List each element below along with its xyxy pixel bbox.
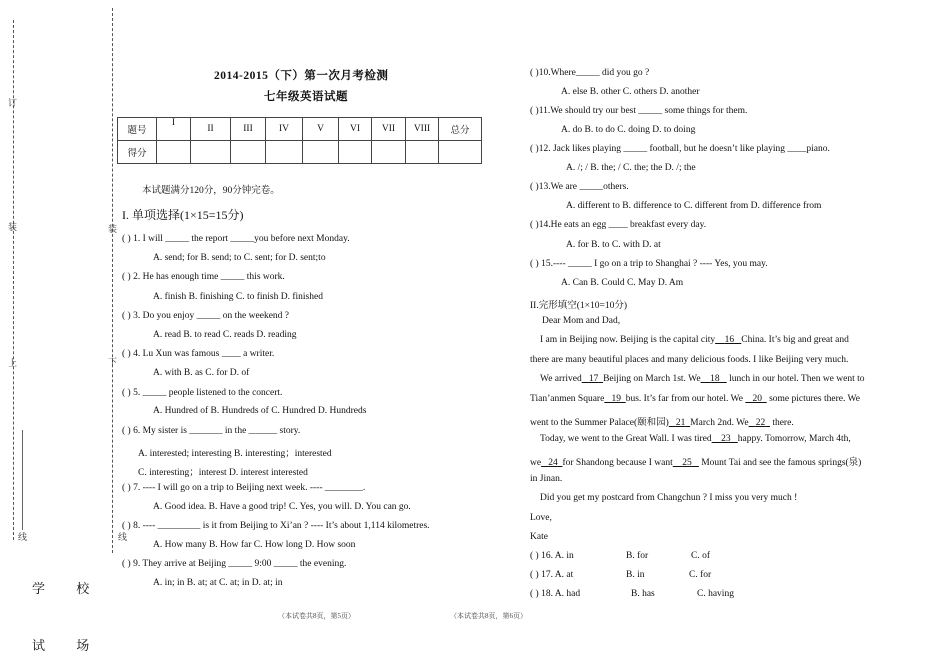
inner-char-xian: 线 xyxy=(118,532,128,542)
page-subtitle: 七年级英语试题 xyxy=(264,91,348,103)
question-stem: ( ) 5. _____ people listened to the concert. xyxy=(122,388,283,398)
choice-c: C. of xyxy=(691,551,710,561)
question-stem: ( )13.We are _____others. xyxy=(530,182,629,192)
blank-25[interactable]: 25 xyxy=(682,458,692,468)
cloze-text: bus. It’s far from our hotel. We xyxy=(625,394,743,404)
choice-row xyxy=(530,570,573,580)
question-options: A. else B. other C. others D. another xyxy=(561,87,700,97)
section-1-heading: I. 单项选择(1×15=15分) xyxy=(122,208,244,222)
score-header-cell: II xyxy=(191,118,231,141)
score-table xyxy=(117,117,482,164)
question-stem: ( )10.Where_____ did you go ? xyxy=(530,68,650,78)
cloze-text: lunch in our hotel. Then we went to xyxy=(729,374,865,384)
question-stem: ( ) 15.---- _____ I go on a trip to Shanghai ? ---- Yes, you may. xyxy=(530,259,768,269)
page-footer-right: （本试卷共8页，第6页） xyxy=(450,612,527,620)
score-cell[interactable] xyxy=(157,141,191,164)
question-options: A. in; in B. at; at C. at; in D. at; in xyxy=(153,578,283,588)
cloze-text: March 2nd. We xyxy=(690,418,749,428)
question-stem: ( )12. Jack likes playing _____ football, but he doesn’t like playing ____piano. xyxy=(530,144,830,154)
score-header-cell: I xyxy=(157,118,191,141)
inner-char-xia: 下 xyxy=(108,357,118,367)
cloze-line-4 xyxy=(530,394,860,404)
score-cell[interactable] xyxy=(439,141,482,164)
choice-a: ( ) 17. A. at xyxy=(530,570,574,580)
score-cell[interactable] xyxy=(339,141,372,164)
question-options: A. different to B. difference to C. different from D. difference from xyxy=(566,201,822,211)
choice-c: C. having xyxy=(697,589,734,599)
page-title: 2014-2015（下）第一次月考检测 xyxy=(214,70,389,82)
binding-line-inner xyxy=(112,8,113,553)
blank-23[interactable]: 23 xyxy=(721,434,731,444)
letter-signature: Kate xyxy=(530,532,548,542)
cloze-text: I am in Beijing now. Beijing is the capital city xyxy=(540,335,716,345)
cloze-line-6 xyxy=(540,434,851,444)
question-options: A. do B. to do C. doing D. to doing xyxy=(561,125,696,135)
exam-note: 本试题满分120分，90分钟完卷。 xyxy=(142,186,280,196)
question-stem: ( ) 9. They arrive at Beijing _____ 9:00 _____ the evening. xyxy=(122,559,347,569)
question-options: C. interesting；interest D. interest interested xyxy=(138,468,308,478)
blank-19[interactable]: 19 xyxy=(611,394,621,404)
blank-20[interactable]: 20 xyxy=(752,394,762,404)
cloze-text: Mount Tai and see the famous springs(泉) xyxy=(701,458,862,468)
question-options: A. /; / B. the; / C. the; the D. /; the xyxy=(566,163,696,173)
blank-24[interactable]: 24 xyxy=(548,458,558,468)
cloze-text: Tian’anmen Square xyxy=(530,394,605,404)
choice-c: C. for xyxy=(689,570,712,580)
cloze-text: some pictures there. We xyxy=(769,394,860,404)
blank-22[interactable]: 22 xyxy=(755,418,766,428)
question-options: A. interested; interesting B. interesting；interested xyxy=(138,449,332,459)
school-label: 学 校 xyxy=(32,581,104,596)
cloze-line-7 xyxy=(530,454,861,468)
question-stem: ( ) 7. ---- I will go on a trip to Beijing next week. ---- ________. xyxy=(122,483,366,493)
choice-a: ( ) 18. A. had xyxy=(530,589,581,599)
cloze-text: China. It’s big and great and xyxy=(741,335,849,345)
question-stem: ( ) 4. Lu Xun was famous ____ a writer. xyxy=(122,349,275,359)
score-cell[interactable] xyxy=(266,141,303,164)
question-stem: ( )11.We should try our best _____ some things for them. xyxy=(530,106,748,116)
blank-21[interactable]: 21 xyxy=(675,418,686,428)
choice-b: B. in xyxy=(626,570,645,580)
cloze-line-9: Did you get my postcard from Changchun ? I miss you very much ! xyxy=(540,493,798,503)
binding-char-zhuang: 装 xyxy=(8,222,18,232)
score-header-cell: VIII xyxy=(406,118,439,141)
inner-char-zhuang: 装 xyxy=(108,224,118,234)
choice-b: B. for xyxy=(626,551,649,561)
cloze-text: Beijing on March 1st. We xyxy=(603,374,701,384)
question-options: A. finish B. finishing C. to finish D. finished xyxy=(153,292,323,302)
question-options: A. Hundred of B. Hundreds of C. Hundred D. Hundreds xyxy=(153,406,367,416)
score-header-cell: V xyxy=(303,118,339,141)
cloze-line-3 xyxy=(540,374,865,384)
page-footer-left: （本试卷共8页，第5页） xyxy=(278,612,355,620)
score-header-cell: VII xyxy=(372,118,406,141)
question-stem: ( ) 2. He has enough time _____ this work. xyxy=(122,272,285,282)
blank-16[interactable]: 16 xyxy=(724,335,735,345)
question-options: A. How many B. How far C. How long D. How soon xyxy=(153,540,356,550)
cloze-line-2: there are many beautiful places and many delicious foods. I like Beijing very much. xyxy=(530,355,849,365)
score-cell[interactable] xyxy=(372,141,406,164)
exam-room-label: 试 场 xyxy=(32,638,104,653)
question-stem: ( ) 8. ---- _________ is it from Beijing to Xi’an ? ---- It’s about 1,114 kilometres. xyxy=(122,521,430,531)
question-options: A. Good idea. B. Have a good trip! C. Yes, you will. D. You can go. xyxy=(153,502,411,512)
score-header-cell: VI xyxy=(339,118,372,141)
score-header-cell: 题号 xyxy=(118,118,157,141)
question-options: A. for B. to C. with D. at xyxy=(566,240,661,250)
score-header-cell: IV xyxy=(266,118,303,141)
question-stem: ( ) 6. My sister is _______ in the ______ story. xyxy=(122,426,301,436)
letter-closing: Love, xyxy=(530,513,552,523)
question-stem: ( )14.He eats an egg ____ breakfast every day. xyxy=(530,220,707,230)
question-stem: ( ) 3. Do you enjoy _____ on the weekend ? xyxy=(122,311,290,321)
binding-char-shang: 上 xyxy=(8,358,18,368)
score-cell[interactable] xyxy=(191,141,231,164)
cloze-line-8: in Jinan. xyxy=(530,474,563,484)
cloze-line-1 xyxy=(540,335,849,345)
choice-row xyxy=(530,551,574,561)
choice-row xyxy=(530,589,580,599)
score-cell[interactable] xyxy=(231,141,266,164)
question-options: A. read B. to read C. reads D. reading xyxy=(153,330,297,340)
choice-b: B. has xyxy=(631,589,655,599)
question-options: A. with B. as C. for D. of xyxy=(153,368,250,378)
cloze-text: went to the Summer Palace(颐和园) xyxy=(530,418,669,428)
cloze-line-5 xyxy=(530,414,794,428)
cloze-text: We arrived xyxy=(540,374,582,384)
choice-a: ( ) 16. A. in xyxy=(530,551,574,561)
question-options: A. send; for B. send; to C. sent; for D. sent;to xyxy=(153,253,326,263)
blank-17[interactable]: 17 xyxy=(588,374,599,384)
cloze-text: we xyxy=(530,458,542,468)
score-header-cell: 总分 xyxy=(439,118,482,141)
cloze-text: for Shandong because I want xyxy=(562,458,673,468)
binding-char-xian: 线 xyxy=(18,532,28,542)
cloze-text: happy. Tomorrow, March 4th, xyxy=(737,434,851,444)
score-header-cell: III xyxy=(231,118,266,141)
question-options: A. Can B. Could C. May D. Am xyxy=(561,278,684,288)
blank-18[interactable]: 18 xyxy=(710,374,720,384)
binding-char-ding: 订 xyxy=(8,98,18,108)
question-stem: ( ) 1. I will _____ the report _____you before next Monday. xyxy=(122,234,350,244)
score-cell[interactable] xyxy=(303,141,339,164)
cloze-text: Today, we went to the Great Wall. I was tired xyxy=(540,434,712,444)
letter-greeting: Dear Mom and Dad, xyxy=(542,316,621,326)
score-cell[interactable] xyxy=(406,141,439,164)
answer-line xyxy=(22,430,23,530)
cloze-text: there. xyxy=(772,418,794,428)
score-row-label: 得分 xyxy=(118,141,157,164)
section-2-heading: II.完形填空(1×10=10分) xyxy=(530,301,627,311)
